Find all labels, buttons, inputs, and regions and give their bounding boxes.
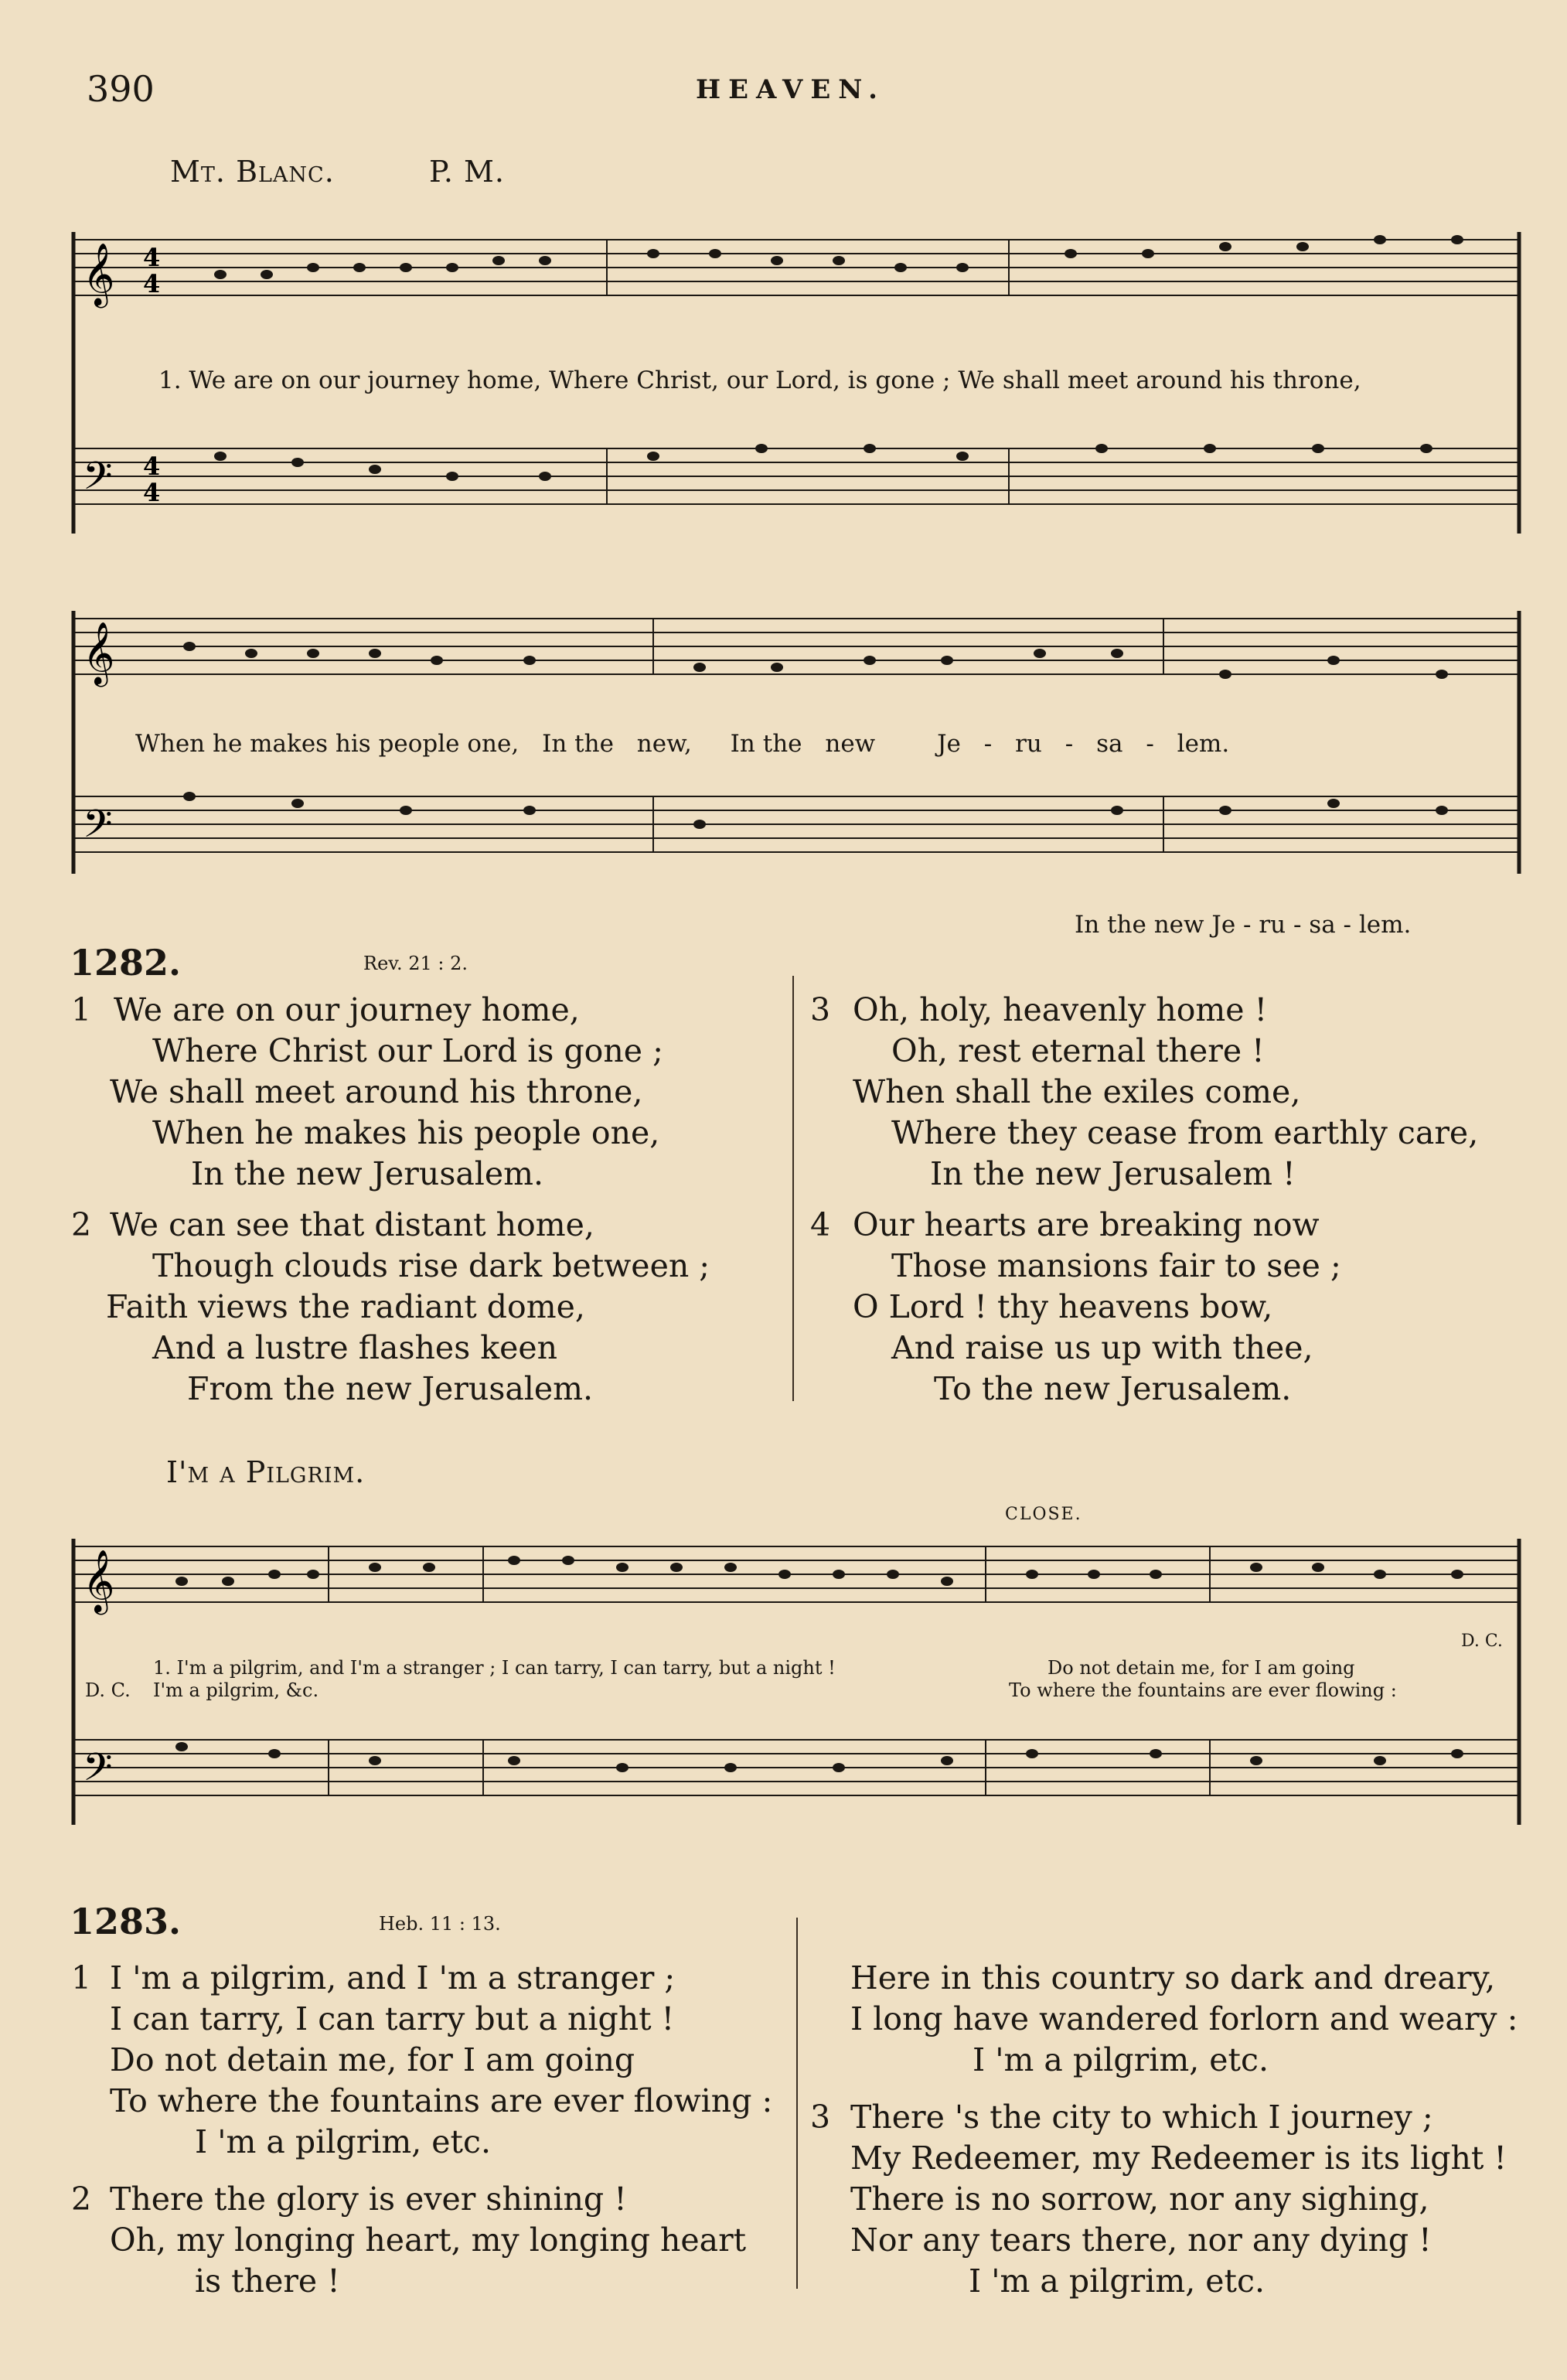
stanza [810, 2097, 1507, 2302]
stanza-number: 1 [71, 991, 92, 1028]
stanza-line: Nor any tears there, nor any dying ! [850, 2221, 1432, 2259]
stanza-line: Our hearts are breaking now [853, 1206, 1320, 1243]
lyric-phrase: In the [730, 730, 802, 758]
column-divider [796, 1918, 798, 2289]
stanza-line: Do not detain me, for I am going [110, 2041, 635, 2078]
stanza-line: We shall meet around his throne, [110, 1073, 643, 1110]
stanza-line: Where they cease from earthly care, [891, 1114, 1479, 1151]
tune2-lyric-line1b: Do not detain me, for I am going [1048, 1657, 1355, 1679]
stanza [71, 2179, 746, 2302]
svg-text:4: 4 [143, 452, 161, 481]
section-title: HEAVEN. [696, 74, 885, 105]
stanza-number: 2 [71, 1206, 92, 1243]
stanza-number: 4 [810, 1206, 831, 1243]
tune2-lyric-dc-prefix: D. C. [85, 1679, 131, 1701]
stanza-line: I can tarry, I can tarry but a night ! [110, 2000, 675, 2037]
lyric-syllable: lem. [1177, 730, 1230, 758]
stanza-number: 3 [810, 991, 831, 1028]
stanza-line: Those mansions fair to see ; [891, 1247, 1341, 1284]
svg-text:𝄞: 𝄞 [83, 1549, 115, 1612]
tune2-lyric-line2b: To where the fountains are ever flowing : [1009, 1679, 1397, 1701]
stanza-line: Where Christ our Lord is gone ; [152, 1032, 663, 1069]
tune1-lyric-line1: 1. We are on our journey home, Where Christ, our Lord, is gone ; We shall meet around his throne, [158, 367, 1361, 394]
svg-text:4: 4 [143, 243, 161, 272]
svg-text:𝄢: 𝄢 [83, 1745, 113, 1799]
svg-text:𝄢: 𝄢 [83, 802, 113, 856]
lyric-syllable: Je [937, 730, 961, 758]
stanza-line: I 'm a pilgrim, etc. [973, 2041, 1269, 2078]
stanza [810, 1958, 1518, 2081]
tune2-lyric-line2: I'm a pilgrim, &c. [153, 1679, 319, 1701]
stanza-line: From the new Jerusalem. [187, 1370, 594, 1407]
stanza-line: I 'm a pilgrim, and I 'm a stranger ; [110, 1959, 676, 1996]
lyric-hyphen: - [1065, 730, 1074, 758]
stanza-number: 1 [71, 1959, 92, 1996]
stanza-line: Oh, my longing heart, my longing heart [110, 2221, 747, 2259]
stanza-line: In the new Jerusalem. [191, 1155, 544, 1192]
stanza-line: We can see that distant home, [110, 1206, 594, 1243]
stanza-line: There 's the city to which I journey ; [850, 2099, 1433, 2136]
tune1-bass-lyric: In the new Je - ru - sa - lem. [1075, 911, 1412, 939]
lyric-phrase: In the [542, 730, 614, 758]
stanza-line: There is no sorrow, nor any sighing, [850, 2181, 1429, 2218]
stanza-line: And raise us up with thee, [891, 1329, 1313, 1366]
scripture-reference: Rev. 21 : 2. [363, 953, 468, 974]
stanza [810, 990, 1478, 1195]
svg-text:4: 4 [143, 269, 161, 298]
stanza-line: is there ! [195, 2262, 340, 2300]
stanza-line: To where the fountains are ever flowing : [110, 2082, 773, 2119]
hymn-number: 1283. [70, 1901, 182, 1942]
lyric-syllable: ru [1015, 730, 1042, 758]
stanza-line: Though clouds rise dark between ; [152, 1247, 710, 1284]
lyric-syllable: sa [1096, 730, 1123, 758]
lyric-phrase: new, [636, 730, 692, 758]
lyric-hyphen: - [1146, 730, 1154, 758]
bass-staff [73, 448, 1519, 504]
tune-meter: P. M. [429, 155, 506, 189]
lyric-hyphen: - [983, 730, 993, 758]
lyric-phrase: new [825, 730, 876, 758]
stanza-number: 3 [810, 2099, 831, 2136]
svg-text:4: 4 [143, 478, 161, 507]
tune1-lyric-line2 [135, 730, 1229, 758]
stanza-line: In the new Jerusalem ! [930, 1155, 1296, 1192]
stanza-line: I long have wandered forlorn and weary : [850, 2000, 1518, 2037]
svg-text:𝄞: 𝄞 [83, 242, 115, 305]
stanza-number: 2 [71, 2181, 92, 2218]
stanza [71, 1958, 772, 2163]
page-number: 390 [87, 68, 155, 110]
column-divider [792, 976, 794, 1401]
stanza-line: Oh, holy, heavenly home ! [853, 991, 1268, 1028]
lyric-phrase: When he makes his people one, [135, 730, 519, 758]
stanza-line: Here in this country so dark and dreary, [850, 1959, 1496, 1996]
stanza-line: When he makes his people one, [152, 1114, 660, 1151]
scripture-reference: Heb. 11 : 13. [379, 1913, 501, 1935]
stanza-line: There the glory is ever shining ! [110, 2181, 627, 2218]
svg-text:𝄞: 𝄞 [83, 621, 115, 684]
tune-name: Mt. Blanc. [170, 155, 335, 189]
stanza-line: My Redeemer, my Redeemer is its light ! [850, 2140, 1507, 2177]
stanza-line: Oh, rest eternal there ! [891, 1032, 1265, 1069]
close-marking: CLOSE. [1005, 1505, 1082, 1524]
dc-marking: D. C. [1461, 1632, 1503, 1651]
stanza [71, 1205, 710, 1410]
stanza-line: O Lord ! thy heavens bow, [853, 1288, 1273, 1325]
tune-name: I'm a Pilgrim. [166, 1455, 366, 1489]
stanza-line: And a lustre flashes keen [152, 1329, 558, 1366]
svg-text:𝄢: 𝄢 [83, 454, 113, 508]
stanza-line: We are on our journey home, [114, 991, 580, 1028]
stanza-line: To the new Jerusalem. [934, 1370, 1292, 1407]
stanza-line: I 'm a pilgrim, etc. [195, 2123, 491, 2160]
stanza-line: I 'm a pilgrim, etc. [969, 2262, 1265, 2300]
stanza [71, 990, 663, 1195]
stanza [810, 1205, 1341, 1410]
hymn-number: 1282. [70, 942, 182, 984]
tune2-lyric-line1: 1. I'm a pilgrim, and I'm a stranger ; I can tarry, I can tarry, but a night ! [153, 1657, 836, 1679]
stanza-line: Faith views the radiant dome, [106, 1288, 585, 1325]
stanza-line: When shall the exiles come, [853, 1073, 1301, 1110]
